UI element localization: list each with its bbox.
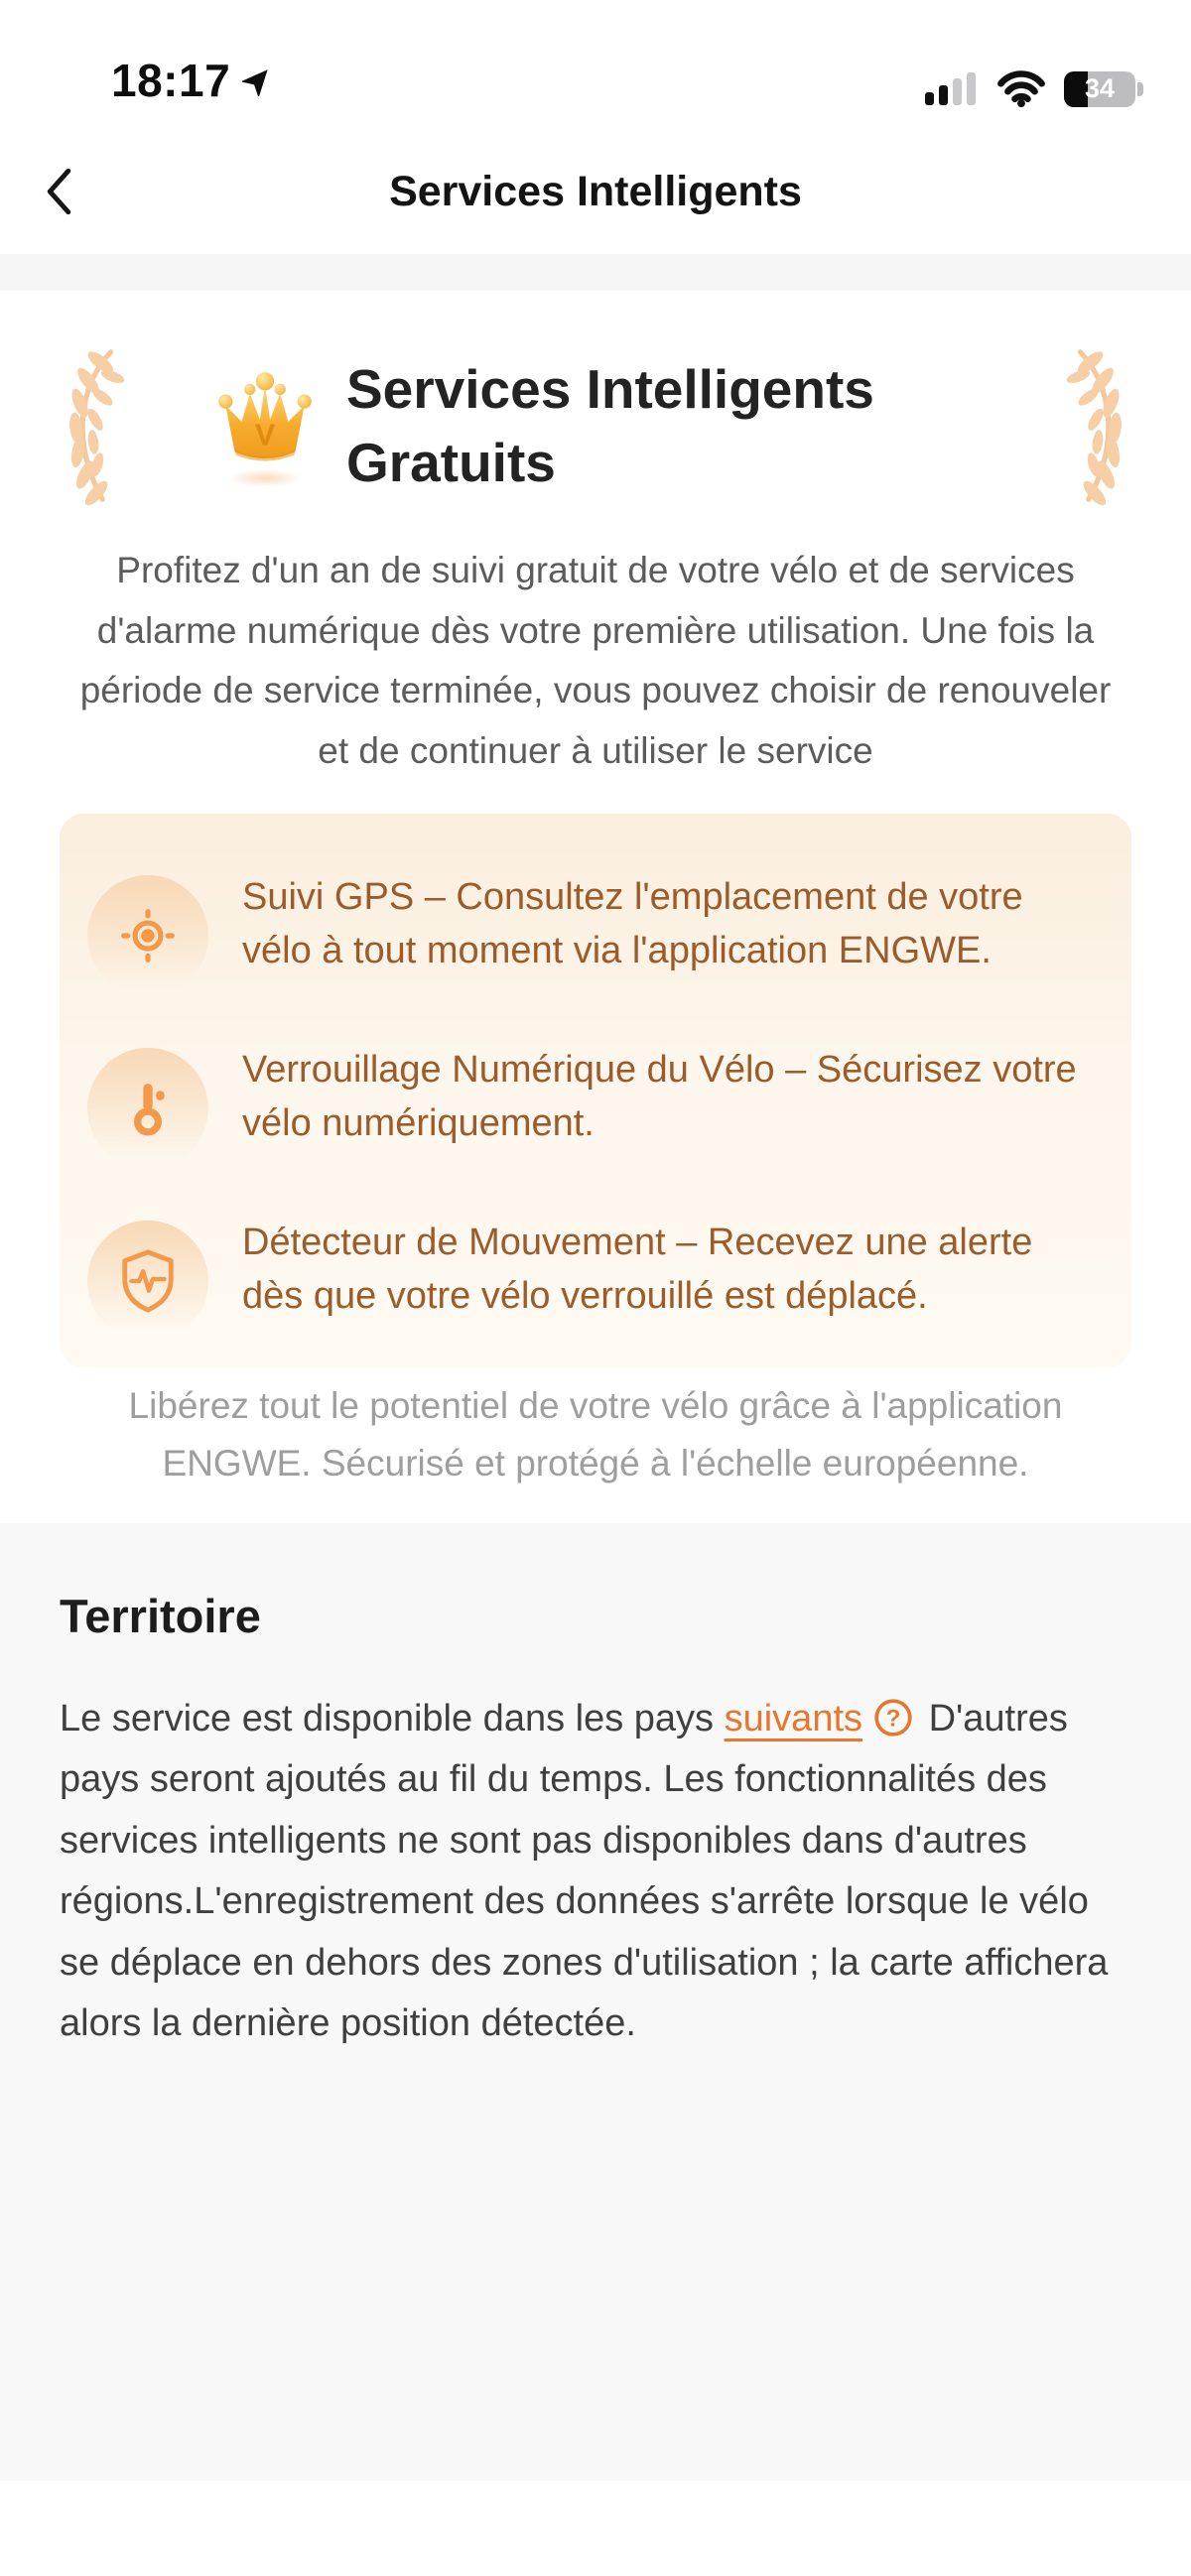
question-circle-icon[interactable] [872, 1697, 914, 1739]
laurel-left-icon [60, 340, 125, 511]
nav-bar [0, 129, 1191, 254]
services-card [0, 291, 1191, 1523]
feature-digital-lock [87, 1038, 1092, 1169]
feature-text: Détecteur de Mouvement – Recevez une alerte dès que votre vélo verrouillé est déplacé. [242, 1221, 1033, 1317]
svg-text:V: V [254, 418, 276, 452]
crown-icon [209, 365, 321, 486]
feature-motion-detector [87, 1211, 1092, 1342]
chevron-left-icon [50, 171, 68, 211]
laurel-right-icon [1066, 340, 1131, 511]
feature-text: Suivi GPS – Consultez l'emplacement de votre vélo à tout moment via l'application ENGWE. [242, 875, 1023, 971]
territory-text-after: D'autres pays seront ajoutés au fil du temps. Les fonctionnalités des services intelligents ne sont pas disponibles dans d'autres régions.L'enregistrement des données s'arrête lorsque le vélo se déplace en dehors des zones d'utilisation ; la carte affichera alors la dernière position détectée. [60, 1697, 1109, 2045]
battery-percent: 34 [1084, 73, 1116, 103]
feature-gps-tracking [87, 865, 1092, 996]
key-icon [87, 1048, 208, 1169]
territory-paragraph [60, 1689, 1131, 2055]
card-footer-text: Libérez tout le potentiel de votre vélo grâce à l'application ENGWE. Sécurisé et protégé à l'échelle européenne. [128, 1384, 1063, 1484]
gps-target-icon [87, 875, 208, 996]
clock: 18:17 [111, 55, 231, 106]
svg-text:?: ? [885, 1704, 901, 1732]
location-arrow-icon [242, 64, 274, 96]
feature-text: Verrouillage Numérique du Vélo – Sécurisez votre vélo numériquement. [242, 1048, 1077, 1144]
countries-link[interactable]: suivants [724, 1697, 863, 1739]
hero-banner [60, 340, 1131, 511]
back-button[interactable] [44, 157, 103, 226]
cellular-signal-icon [925, 72, 979, 106]
bottom-strip [0, 2481, 1191, 2576]
features-panel [60, 814, 1131, 1367]
territory-heading: Territoire [60, 1589, 261, 1642]
territory-section [0, 1523, 1191, 2481]
shield-pulse-icon [87, 1221, 208, 1342]
page-title: Services Intelligents [389, 167, 802, 215]
wifi-icon [996, 70, 1046, 107]
status-bar [0, 0, 1191, 129]
hero-title: Services Intelligents Gratuits [346, 357, 874, 493]
section-divider [0, 254, 1191, 291]
intro-paragraph: Profitez d'un an de suivi gratuit de votre vélo et de services d'alarme numérique dès votre première utilisation. Une fois la période de service terminée, vous pouvez choisir de renouveler et de continuer à utiliser le service [79, 550, 1112, 772]
territory-text-before: Le service est disponible dans les pays [60, 1697, 725, 1739]
battery-icon [1064, 71, 1143, 107]
